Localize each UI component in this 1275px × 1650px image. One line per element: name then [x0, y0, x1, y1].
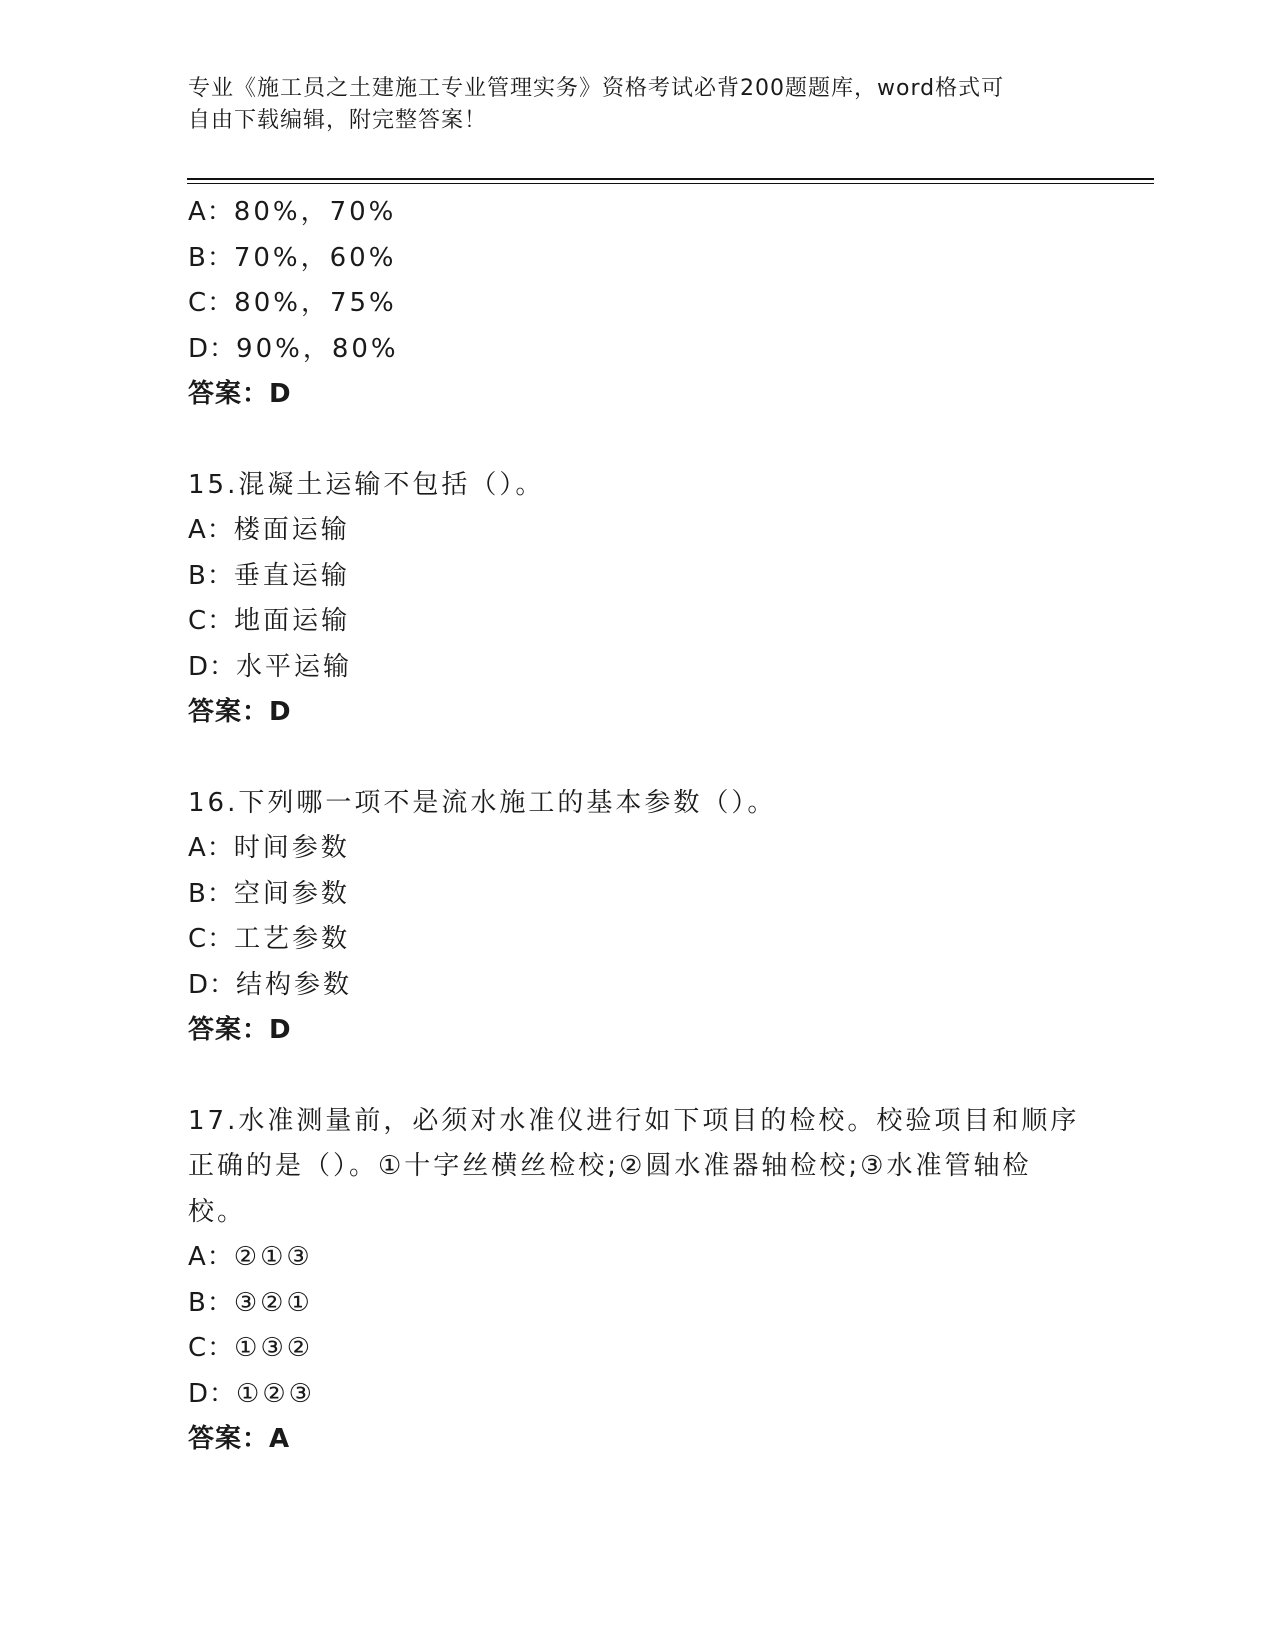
option-b [188, 236, 1088, 282]
option-key: B： [188, 1287, 234, 1318]
option-key: A： [188, 197, 234, 227]
spacer [188, 736, 1088, 781]
question-16 [188, 781, 1088, 1054]
question-15 [188, 463, 1088, 736]
header-divider-thin [187, 183, 1154, 184]
question-14 [188, 190, 1088, 418]
option-key: C： [188, 924, 235, 954]
question-text: 15.混凝土运输不包括（）。 [188, 469, 545, 500]
option-b [188, 1281, 1088, 1327]
option-text: 结构参数 [236, 969, 353, 1000]
question-17 [188, 1099, 1088, 1463]
option-key: B： [188, 878, 234, 909]
option-text: 工艺参数 [234, 924, 351, 954]
option-text: 水平运输 [236, 651, 353, 682]
option-text: 地面运输 [234, 606, 351, 636]
spacer [188, 1054, 1088, 1099]
option-text: ③②① [233, 1287, 313, 1318]
option-text: ①③② [234, 1333, 314, 1363]
option-b [188, 554, 1088, 600]
option-d [188, 1372, 1088, 1418]
option-a [188, 508, 1088, 554]
answer: 答案：A [188, 1424, 291, 1454]
option-text: 垂直运输 [233, 560, 350, 591]
option-text: 80%，70% [233, 197, 397, 227]
answer: 答案：D [188, 1015, 292, 1045]
option-text: 90%，80% [236, 333, 399, 364]
option-text: 空间参数 [233, 878, 350, 909]
option-key: D： [188, 333, 237, 364]
option-key: A： [188, 515, 234, 545]
option-text: 楼面运输 [233, 515, 350, 545]
option-key: C： [188, 288, 235, 318]
option-text: 70%，60% [233, 242, 397, 273]
option-key: B： [188, 242, 234, 273]
option-c [188, 599, 1088, 645]
question-list [188, 190, 1088, 1463]
option-text: 80%，75% [234, 288, 397, 318]
option-b [188, 872, 1088, 918]
header-divider-thick [187, 178, 1154, 180]
answer: 答案：D [188, 379, 292, 409]
question-text: 16.下列哪一项不是流水施工的基本参数（）。 [188, 787, 777, 818]
option-key: C： [188, 606, 235, 636]
option-text: ②①③ [233, 1242, 313, 1272]
option-c [188, 917, 1088, 963]
option-key: D： [188, 969, 237, 1000]
header-title-line-2: 自由下载编辑，附完整答案！ [188, 108, 488, 133]
option-key: D： [188, 1378, 237, 1409]
option-key: A： [188, 833, 234, 863]
option-a [188, 1235, 1088, 1281]
option-d [188, 963, 1088, 1009]
question-text-line-3: 校。 [188, 1196, 247, 1227]
question-text-line-1: 17.水准测量前，必须对水准仪进行如下项目的检校。校验项目和顺序 [188, 1105, 1080, 1136]
option-key: B： [188, 560, 234, 591]
option-c [188, 281, 1088, 327]
question-text-line-2: 正确的是（）。①十字丝横丝检校;②圆水准器轴检校;③水准管轴检 [188, 1151, 1032, 1181]
header-title-line-1: 专业《施工员之土建施工专业管理实务》资格考试必背200题题库，word格式可 [188, 76, 1005, 101]
spacer [188, 418, 1088, 463]
option-text: 时间参数 [233, 833, 350, 863]
option-d [188, 645, 1088, 691]
option-d [188, 327, 1088, 373]
option-c [188, 1326, 1088, 1372]
option-key: C： [188, 1333, 235, 1363]
option-a [188, 190, 1088, 236]
option-a [188, 826, 1088, 872]
option-text: ①②③ [236, 1378, 315, 1409]
option-key: D： [188, 651, 237, 682]
option-key: A： [188, 1242, 234, 1272]
document-header [188, 73, 1068, 137]
answer: 答案：D [188, 697, 292, 727]
